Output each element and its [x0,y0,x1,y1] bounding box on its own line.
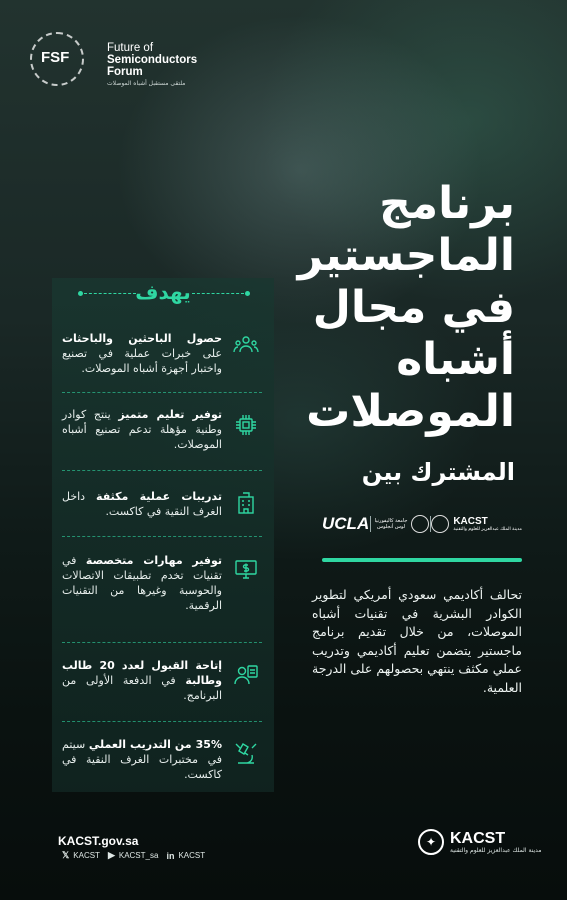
kacst-emblem-icon: ✦ [418,829,444,855]
goal-item-6 [62,737,222,782]
kacst-partner-arabic: مدينة الملك عبدالعزيز للعلوم والتقنية [453,527,522,532]
kacst-logo-arabic: مدينة الملك عبدالعزيز للعلوم والتقنية [450,846,542,854]
x-icon[interactable]: 𝕏 [62,850,70,860]
website-link[interactable]: KACST.gov.sa [58,834,139,848]
goal-item-1 [62,331,222,376]
kacst-partner-logo [431,515,522,533]
title-line5: الموصلات [306,386,515,437]
goal-item-5 [62,658,222,703]
kacst-logo-text: KACST [450,829,506,847]
kacst-logo [418,829,542,855]
goal-divider [62,392,262,393]
title-dash-right [192,293,244,294]
person-doc-icon [233,662,259,688]
goal-body-4: في تقنيات تخدم تطبيقات الاتصالات والحوسبة وغيرها من التقنيات الرقمية. [62,554,222,612]
goal-divider [62,536,262,537]
joint-label: المشترك بين [361,458,515,486]
title-line1: برنامج [379,178,515,229]
goal-body-5: في الدفعة الأولى من البرنامج. [62,674,222,702]
x-handle[interactable]: KACST [73,851,100,860]
title-line4: أشباه [396,334,515,385]
linkedin-handle[interactable]: KACST [178,851,206,860]
people-gear-icon [233,332,259,358]
title-line3: في مجال [312,282,515,333]
building-icon [233,491,259,517]
goal-divider [62,470,262,471]
forum-name-line1: Future of [107,42,154,54]
goal-body-1: على خبرات عملية في تصنيع واختبار أجهزة أشباه الموصلات. [62,347,222,375]
goal-heading-6: 35% من التدريب العملي [88,738,222,751]
microscope-icon [233,741,259,767]
goal-heading-4: توفير مهارات متخصصة [85,554,222,567]
youtube-icon[interactable]: ▶ [107,850,115,860]
title-dot [245,291,250,296]
goal-item-2 [62,407,222,452]
forum-name-line3: Forum [107,66,143,78]
monitor-dollar-icon [233,556,259,582]
goal-body-3: داخل الغرف النقية في كاكست. [62,490,222,518]
forum-name-arabic: ملتقى مستقبل أشباه الموصلات [107,80,186,87]
goals-title: يهدف [135,280,191,304]
university-seal-icon [411,515,429,533]
partner-logos [322,509,522,539]
goal-heading-2: توفير تعليم متميز [118,408,223,421]
kacst-partner-name: KACST [453,516,488,527]
social-links [58,850,205,861]
goal-item-3 [62,489,222,519]
forum-name [107,42,197,78]
program-description: تحالف أكاديمي سعودي أمريكي لتطوير الكوادر البشرية في تقنيات أشباه الموصلات، من خلال تقديم برنامج ماجستير يتضمن تعليم أكاديمي وتدريب عملي مكثف ينتهي بحصولهم على الدرجة العلمية. [312,587,522,695]
goal-heading-1: حصول الباحثين والباحثات [62,332,222,345]
fsf-logo-mark: FSF [41,49,70,66]
accent-divider [322,558,522,562]
university-arabic-name: جامعة كاليفورنيا لوس أنجلوس [374,518,408,530]
goal-divider [62,721,262,722]
fsf-logo [28,30,98,90]
ucla-logo: UCLA [322,514,370,533]
kacst-emblem-icon [431,515,449,533]
goal-body-2: ينتج كوادر وطنية مؤهلة تدعم تصنيع أشباه الموصلات. [62,408,222,451]
chip-icon [233,412,259,438]
goal-divider [62,642,262,643]
goal-heading-3: تدريبات عملية مكثفة [96,490,223,503]
title-line2: الماجستير [297,230,515,281]
goal-heading-5: إتاحة القبول لعدد 20 طالب وطالبة [62,659,222,687]
forum-name-line2: Semiconductors [107,54,198,66]
linkedin-icon[interactable]: in [166,850,175,861]
youtube-handle[interactable]: KACST_sa [118,851,159,860]
goal-body-6: سيتم في مختبرات الغرف النقية في كاكست. [62,738,222,781]
goal-item-4 [62,553,222,613]
